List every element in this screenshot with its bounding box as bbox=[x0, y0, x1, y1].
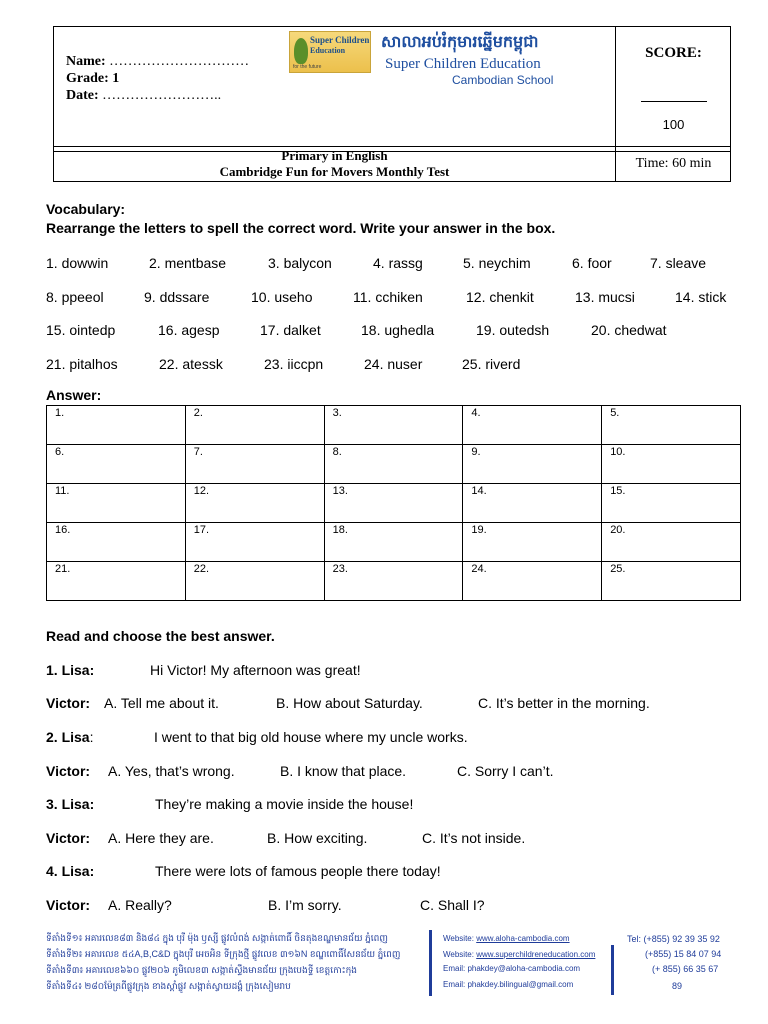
word-item: 5. neychim bbox=[463, 255, 531, 271]
answer-box[interactable]: 3. bbox=[324, 406, 463, 445]
answer-box[interactable]: 14. bbox=[463, 484, 602, 523]
answer-box[interactable]: 16. bbox=[47, 523, 186, 562]
answer-box[interactable]: 8. bbox=[324, 445, 463, 484]
website-line: Website: www.superchildreneducation.com bbox=[443, 950, 596, 959]
word-item: 25. riverd bbox=[462, 356, 521, 372]
speaker-label: 1. Lisa: bbox=[46, 662, 95, 678]
answer-option[interactable]: B. I know that place. bbox=[280, 763, 407, 779]
answer-option[interactable]: A. Tell me about it. bbox=[104, 695, 219, 711]
grade-line: Grade: 1 bbox=[66, 71, 120, 86]
plant-icon bbox=[294, 38, 308, 64]
vocabulary-instruction: Rearrange the letters to spell the correct word. Write your answer in the box. bbox=[46, 220, 556, 236]
answer-box[interactable]: 20. bbox=[602, 523, 741, 562]
answer-box[interactable]: 21. bbox=[47, 562, 186, 601]
answer-grid-row bbox=[47, 484, 741, 523]
answer-box[interactable]: 22. bbox=[185, 562, 324, 601]
word-item: 18. ughedla bbox=[361, 322, 435, 338]
answer-box[interactable]: 13. bbox=[324, 484, 463, 523]
answer-grid-row bbox=[47, 406, 741, 445]
answer-box[interactable]: 23. bbox=[324, 562, 463, 601]
answer-box[interactable]: 17. bbox=[185, 523, 324, 562]
speaker-label: 4. Lisa: bbox=[46, 863, 95, 879]
address-line: ទីតាំងទី២៖ អគារលេខ ៥៤A,B,C&D ក្នុងបុរី អេចអិន ទីក្រុងថ្មី ផ្លូវលេខ ៣១៦N ខណ្ឌពោធិ៍សែនជ័យ ភ្នំពេញ bbox=[46, 949, 401, 959]
word-item: 14. stick bbox=[675, 289, 727, 305]
word-item: 23. iiccpn bbox=[264, 356, 324, 372]
answer-box[interactable]: 12. bbox=[185, 484, 324, 523]
question-text: There were lots of famous people there today! bbox=[155, 863, 441, 879]
time-limit: Time: 60 min bbox=[635, 156, 712, 171]
school-name-khmer: សាលាអប់រំកុមារឆ្នើមកម្ពុជា bbox=[381, 34, 539, 51]
test-title bbox=[54, 148, 615, 180]
word-item: 12. chenkit bbox=[466, 289, 534, 305]
answer-grid-row bbox=[47, 523, 741, 562]
word-item: 9. ddssare bbox=[144, 289, 210, 305]
school-logo bbox=[289, 31, 371, 73]
word-item: 17. dalket bbox=[260, 322, 321, 338]
speaker-label: Victor: bbox=[46, 695, 91, 711]
score-max: 100 bbox=[662, 117, 685, 132]
word-item: 16. agesp bbox=[158, 322, 220, 338]
word-item: 20. chedwat bbox=[591, 322, 667, 338]
question-text: I went to that big old house where my uncle works. bbox=[154, 729, 468, 745]
word-item: 19. outedsh bbox=[476, 322, 550, 338]
logo-text-1: Super Children bbox=[310, 35, 370, 45]
word-item: 21. pitalhos bbox=[46, 356, 118, 372]
word-item: 15. ointedp bbox=[46, 322, 116, 338]
phone-line: 89 bbox=[672, 981, 683, 991]
word-item: 13. mucsi bbox=[575, 289, 635, 305]
word-item: 1. dowwin bbox=[46, 255, 109, 271]
subject-title: Primary in English bbox=[281, 148, 388, 163]
answer-box[interactable]: 18. bbox=[324, 523, 463, 562]
question-text: Hi Victor! My afternoon was great! bbox=[150, 662, 361, 678]
phone-line: Tel: (+855) 92 39 35 92 bbox=[627, 934, 720, 944]
answer-box[interactable]: 5. bbox=[602, 406, 741, 445]
student-info bbox=[66, 53, 249, 104]
name-line: Name: ………………………… bbox=[66, 54, 250, 69]
address-line: ទីតាំងទី១៖ អគារលេខ៨៣ និង៨៤ ក្នុង បុរី ម៉ុង ឫស្សី ផ្លូវលំពង់ សង្កាត់ពោធិ៍ ចិនតុងខណ្ឌមានជ័យ ភ្នំពេញ bbox=[46, 933, 388, 943]
phone-line: (+ 855) 66 35 67 bbox=[652, 964, 719, 974]
answer-grid-row bbox=[47, 445, 741, 484]
email-line[interactable]: Email: phakdey@aloha-cambodia.com bbox=[443, 964, 581, 973]
vocabulary-heading: Vocabulary: bbox=[46, 201, 126, 217]
answer-box[interactable]: 7. bbox=[185, 445, 324, 484]
word-item: 7. sleave bbox=[650, 255, 707, 271]
phone-line: (+855) 15 84 07 94 bbox=[645, 949, 722, 959]
answer-grid-row bbox=[47, 562, 741, 601]
answer-grid bbox=[46, 405, 741, 601]
answer-option[interactable]: C. Sorry I can’t. bbox=[457, 763, 554, 779]
header-divider-horizontal bbox=[54, 146, 730, 147]
answer-box[interactable]: 2. bbox=[185, 406, 324, 445]
answer-option[interactable]: A. Yes, that’s wrong. bbox=[108, 763, 235, 779]
test-name: Cambridge Fun for Movers Monthly Test bbox=[219, 164, 450, 179]
word-item: 8. ppeeol bbox=[46, 289, 104, 305]
header-box bbox=[53, 26, 731, 182]
address-line: ទីតាំងទី៤៖ ២៨០ម៉ែត្រពីផ្លូវក្រុង ខាងស្ដាំផ្លូវ សង្កាត់ស្វាយដង្គំ ក្រុងសៀមរាប bbox=[46, 981, 291, 991]
date-field[interactable]: …………………….. bbox=[102, 88, 222, 103]
word-item: 4. rassg bbox=[373, 255, 423, 271]
answer-box[interactable]: 1. bbox=[47, 406, 186, 445]
address-line: ទីតាំងទី៣៖ អគារលេខ៦៦០ ផ្លូវ២០៦ ភូមិលេខ៣ សង្កាត់ស្ទឹងមានជ័យ ក្រុងបេងទ្ទី ខេត្តកោះកុង bbox=[46, 965, 358, 975]
logo-text-2: Education bbox=[310, 46, 346, 55]
word-item: 6. foor bbox=[572, 255, 612, 271]
word-item: 10. useho bbox=[251, 289, 313, 305]
word-item: 11. cchiken bbox=[353, 289, 423, 305]
email-line[interactable]: Email: phakdey.bilingual@gmail.com bbox=[443, 980, 574, 989]
score-label: SCORE: bbox=[645, 45, 702, 61]
answer-box[interactable]: 25. bbox=[602, 562, 741, 601]
website-link[interactable]: www.aloha-cambodia.com bbox=[476, 934, 570, 943]
name-field[interactable]: ………………………… bbox=[109, 54, 250, 69]
speaker-label: Victor: bbox=[46, 763, 91, 779]
word-item: 24. nuser bbox=[364, 356, 423, 372]
answer-option[interactable]: B. How exciting. bbox=[267, 830, 368, 846]
date-line: Date: …………………….. bbox=[66, 88, 222, 103]
speaker-label: Victor: bbox=[46, 897, 91, 913]
speaker-label: 2. Lisa: bbox=[46, 729, 94, 745]
answer-box[interactable]: 11. bbox=[47, 484, 186, 523]
word-item: 2. mentbase bbox=[149, 255, 227, 271]
school-subtitle: Cambodian School bbox=[452, 73, 554, 87]
footer-divider bbox=[429, 930, 432, 996]
answer-option[interactable]: B. I’m sorry. bbox=[268, 897, 342, 913]
website-line: Website: www.aloha-cambodia.com bbox=[443, 934, 570, 943]
speaker-label: Victor: bbox=[46, 830, 91, 846]
footer-divider bbox=[611, 945, 614, 995]
speaker-label: 3. Lisa: bbox=[46, 796, 95, 812]
website-link[interactable]: www.superchildreneducation.com bbox=[476, 950, 596, 959]
answer-box[interactable]: 15. bbox=[602, 484, 741, 523]
school-name: Super Children Education bbox=[385, 56, 541, 72]
answer-box[interactable]: 9. bbox=[463, 445, 602, 484]
answer-option[interactable]: C. Shall I? bbox=[420, 897, 485, 913]
answer-option[interactable]: B. How about Saturday. bbox=[276, 695, 423, 711]
logo-tagline: for the future bbox=[293, 64, 322, 70]
answer-box[interactable]: 6. bbox=[47, 445, 186, 484]
answer-option[interactable]: C. It’s better in the morning. bbox=[478, 695, 650, 711]
answer-option[interactable]: C. It’s not inside. bbox=[422, 830, 526, 846]
word-item: 22. atessk bbox=[159, 356, 223, 372]
answer-option[interactable]: A. Here they are. bbox=[108, 830, 214, 846]
answer-box[interactable]: 4. bbox=[463, 406, 602, 445]
word-item: 3. balycon bbox=[268, 255, 332, 271]
answer-label: Answer: bbox=[46, 387, 102, 403]
answer-option[interactable]: A. Really? bbox=[108, 897, 172, 913]
answer-box[interactable]: 10. bbox=[602, 445, 741, 484]
answer-box[interactable]: 19. bbox=[463, 523, 602, 562]
score-blank[interactable] bbox=[641, 101, 707, 102]
reading-heading: Read and choose the best answer. bbox=[46, 628, 275, 644]
answer-box[interactable]: 24. bbox=[463, 562, 602, 601]
grade-value: 1 bbox=[112, 71, 120, 86]
question-text: They’re making a movie inside the house! bbox=[155, 796, 414, 812]
